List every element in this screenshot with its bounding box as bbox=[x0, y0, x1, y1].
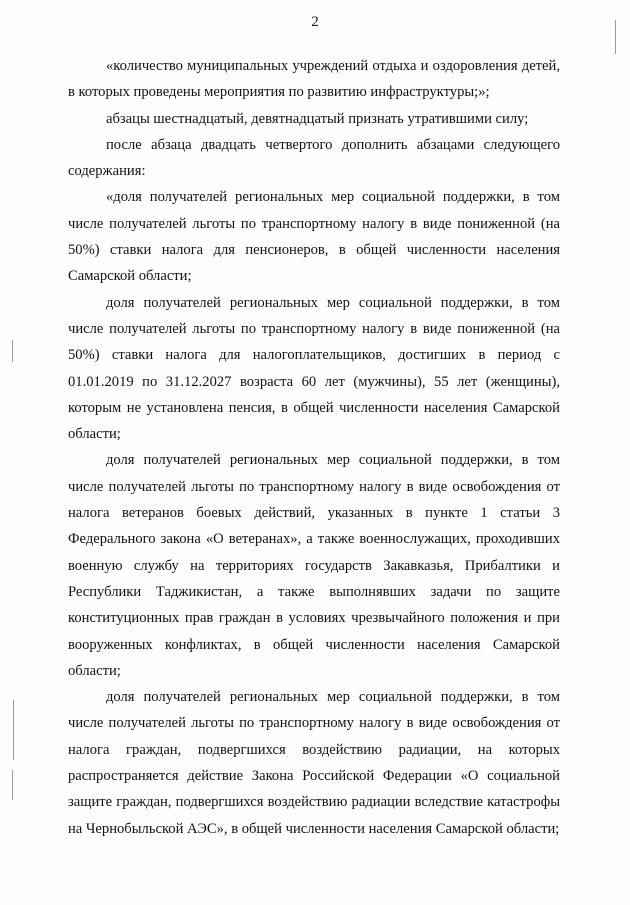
paragraph-3: после абзаца двадцать четвертого дополнить абзацами следующего содержания: bbox=[68, 136, 560, 180]
paragraph-1: «количество муниципальных учреждений отдыха и оздоровления детей, в которых проведены мероприятия по развитию инфраструктуры;»; bbox=[68, 58, 560, 101]
page-number: 2 bbox=[311, 14, 319, 30]
scan-edge-mark bbox=[12, 770, 13, 800]
paragraph-5: доля получателей региональных мер социальной поддержки, в том числе получателей льготы по транспортному налогу в виде пониженной (на 50%) ставки налога для налогоплательщиков, достигших в период с 01.01.2019 по 31.12.2027 возраста 60 лет (мужчины), 55 лет (женщины), которым не установлена пенсия, в общей численности населения Самарской области; bbox=[68, 294, 560, 443]
paragraph-4: «доля получателей региональных мер социальной поддержки, в том числе получателей льготы по транспортному налогу в виде пониженной (на 50%) ставки налога для пенсионеров, в общей численности населения Самарской области; bbox=[68, 189, 560, 285]
scan-edge-mark bbox=[13, 700, 14, 760]
paragraph-7: доля получателей региональных мер социальной поддержки, в том числе получателей льготы по транспортному налогу в виде освобождения от налога граждан, подвергшихся воздействию радиации, на которых распространяется действие Закона Российской Федерации «О социальной защите граждан, подвергшихся воздействию радиации вследствие катастрофы на Чернобыльской АЭС», в общей численности населения Самарской области; bbox=[68, 689, 560, 837]
paragraph-6: доля получателей региональных мер социальной поддержки, в том числе получателей льготы по транспортному налогу в виде освобождения от налога ветеранов боевых действий, указанных в пункте 1 статьи 3 Федерального закона «О ветеранах», а также военнослужащих, проходивших военную службу на территориях государств Закавказья, Прибалтики и Республики Таджикистан, а также выполнявших задачи по защите конституционных прав граждан в условиях чрезвычайного положения и при вооруженных конфликтах, в общей численности населения Самарской области; bbox=[68, 452, 560, 679]
document-body bbox=[68, 53, 560, 842]
scan-edge-mark bbox=[615, 20, 616, 54]
scan-edge-mark bbox=[12, 340, 13, 362]
paragraph-2: абзацы шестнадцатый, девятнадцатый признать утратившими силу; bbox=[106, 110, 529, 127]
